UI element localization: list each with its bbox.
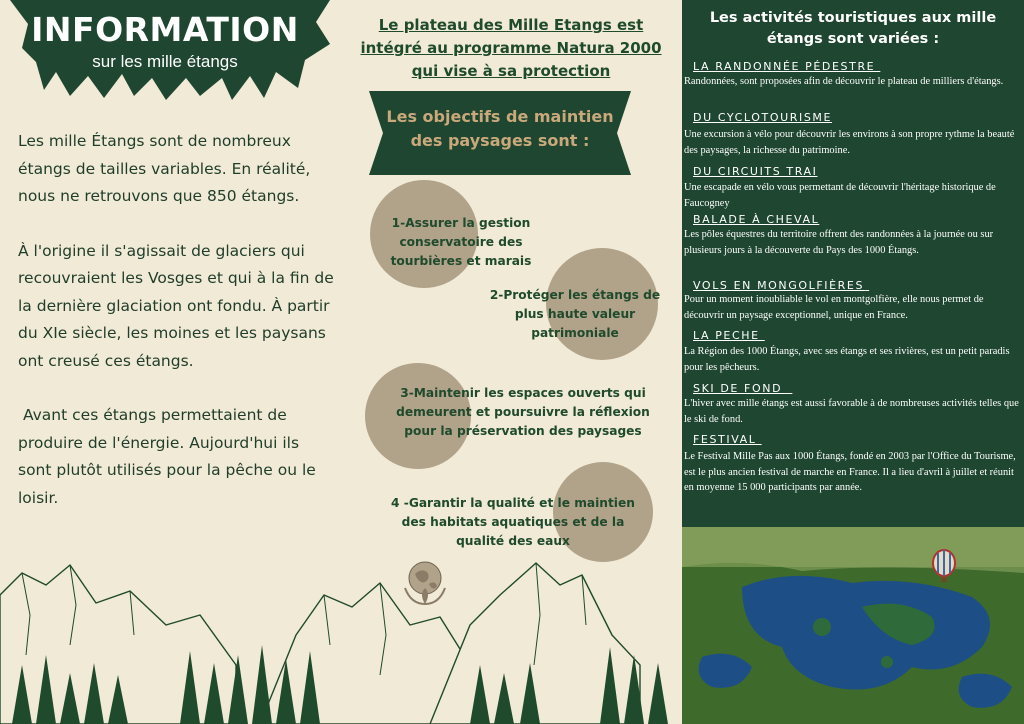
- objective-1: 1-Assurer la gestion conservatoire des tourbières et marais: [390, 216, 532, 268]
- activity-text-circuits: Une escapade en vélo vous permettant de découvrir l'héritage historique de Faucogney: [684, 182, 996, 209]
- activity-text-randonnee: Randonnées, sont proposées afin de découvrir le plateau de milliers d'étangs.: [684, 76, 1004, 87]
- information-banner: [0, 0, 340, 120]
- intro-text: [18, 128, 336, 539]
- earth-leaf-icon: [401, 558, 449, 608]
- objective-2: 2-Protéger les étangs de plus haute valeur patrimoniale: [489, 288, 661, 340]
- activity-text-cyclotourisme: Une excursion à vélo pour découvrir les environs à son propre rythme la beauté des paysages, la richesse du patrimoine.: [684, 129, 1015, 156]
- intro-paragraph-1: Les mille Étangs sont de nombreux étangs de tailles variables. En réalité, nous ne retrouvons que 850 étangs.: [18, 132, 311, 205]
- objective-3: 3-Maintenir les espaces ouverts qui demeurent et poursuivre la réflexion pour la préservation des paysages: [396, 386, 650, 438]
- activity-text-cheval: Les pôles équestres du territoire offrent des randonnées à la journée ou sur plusieurs jours à la découverte du Pays des 1000 Étangs.: [684, 229, 994, 256]
- mountain-forest-illustration: [0, 555, 682, 724]
- activity-heading-ski: SKI DE FOND: [693, 382, 793, 395]
- activity-heading-cheval: BALADE À CHEVAL: [693, 213, 820, 226]
- natura-2000-title: Le plateau des Mille Etangs est intégré au programme Natura 2000 qui vise à sa protection: [360, 16, 662, 80]
- activity-heading-circuits: DU CIRCUITS TRAI: [693, 165, 818, 178]
- activity-text-ski: L'hiver avec mille étangs est aussi favorable à de nombreuses activités telles que le ski de fond.: [684, 398, 1019, 425]
- intro-paragraph-3: Avant ces étangs permettaient de produire de l'énergie. Aujourd'hui ils sont plutôt utilisés pour la pêche ou le loisir.: [18, 406, 321, 507]
- activities-panel: [682, 0, 1024, 527]
- activity-heading-montgolfieres: VOLS EN MONGOLFIÈRES: [693, 279, 870, 292]
- objectives-banner: [369, 91, 631, 175]
- intro-paragraph-2: À l'origine il s'agissait de glaciers qui recouvraient les Vosges et qui à la fin de la dernière glaciation ont fondu. À partir du XIe siècle, les moines et les paysans ont creusé ces étangs.: [18, 241, 334, 370]
- information-subtitle: sur les mille étangs: [92, 52, 238, 71]
- activity-text-montgolfieres: Pour un moment inoubliable le vol en montgolfière, elle nous permet de découvrir un paysage exceptionnel, unique en France.: [684, 294, 984, 321]
- objective-4: 4 -Garantir la qualité et le maintien des habitats aquatiques et de la qualité des eaux: [391, 496, 635, 548]
- activity-heading-peche: LA PECHE: [693, 329, 765, 342]
- activity-heading-festival: FESTIVAL: [693, 433, 762, 446]
- information-title: INFORMATION: [31, 10, 299, 49]
- activity-heading-randonnee: LA RANDONNÉE PÉDESTRE: [693, 60, 881, 73]
- activity-text-festival: Le Festival Mille Pas aux 1000 Étangs, fondé en 2003 par l'Office du Tourisme, est le plus ancien festival de marche en France. Il a lieu d'avril à juillet et réunit en moyenne 15 000 participants par année.: [684, 451, 1016, 493]
- activity-heading-cyclotourisme: DU CYCLOTOURISME: [693, 111, 833, 124]
- objectives-title: Les objectifs de maintien des paysages sont :: [386, 107, 614, 150]
- activities-title: Les activités touristiques aux mille étangs sont variées :: [709, 10, 997, 47]
- lakes-aerial-photo: [682, 527, 1024, 724]
- activity-text-peche: La Région des 1000 Étangs, avec ses étangs et ses rivières, est un petit paradis pour les pêcheurs.: [684, 346, 1010, 373]
